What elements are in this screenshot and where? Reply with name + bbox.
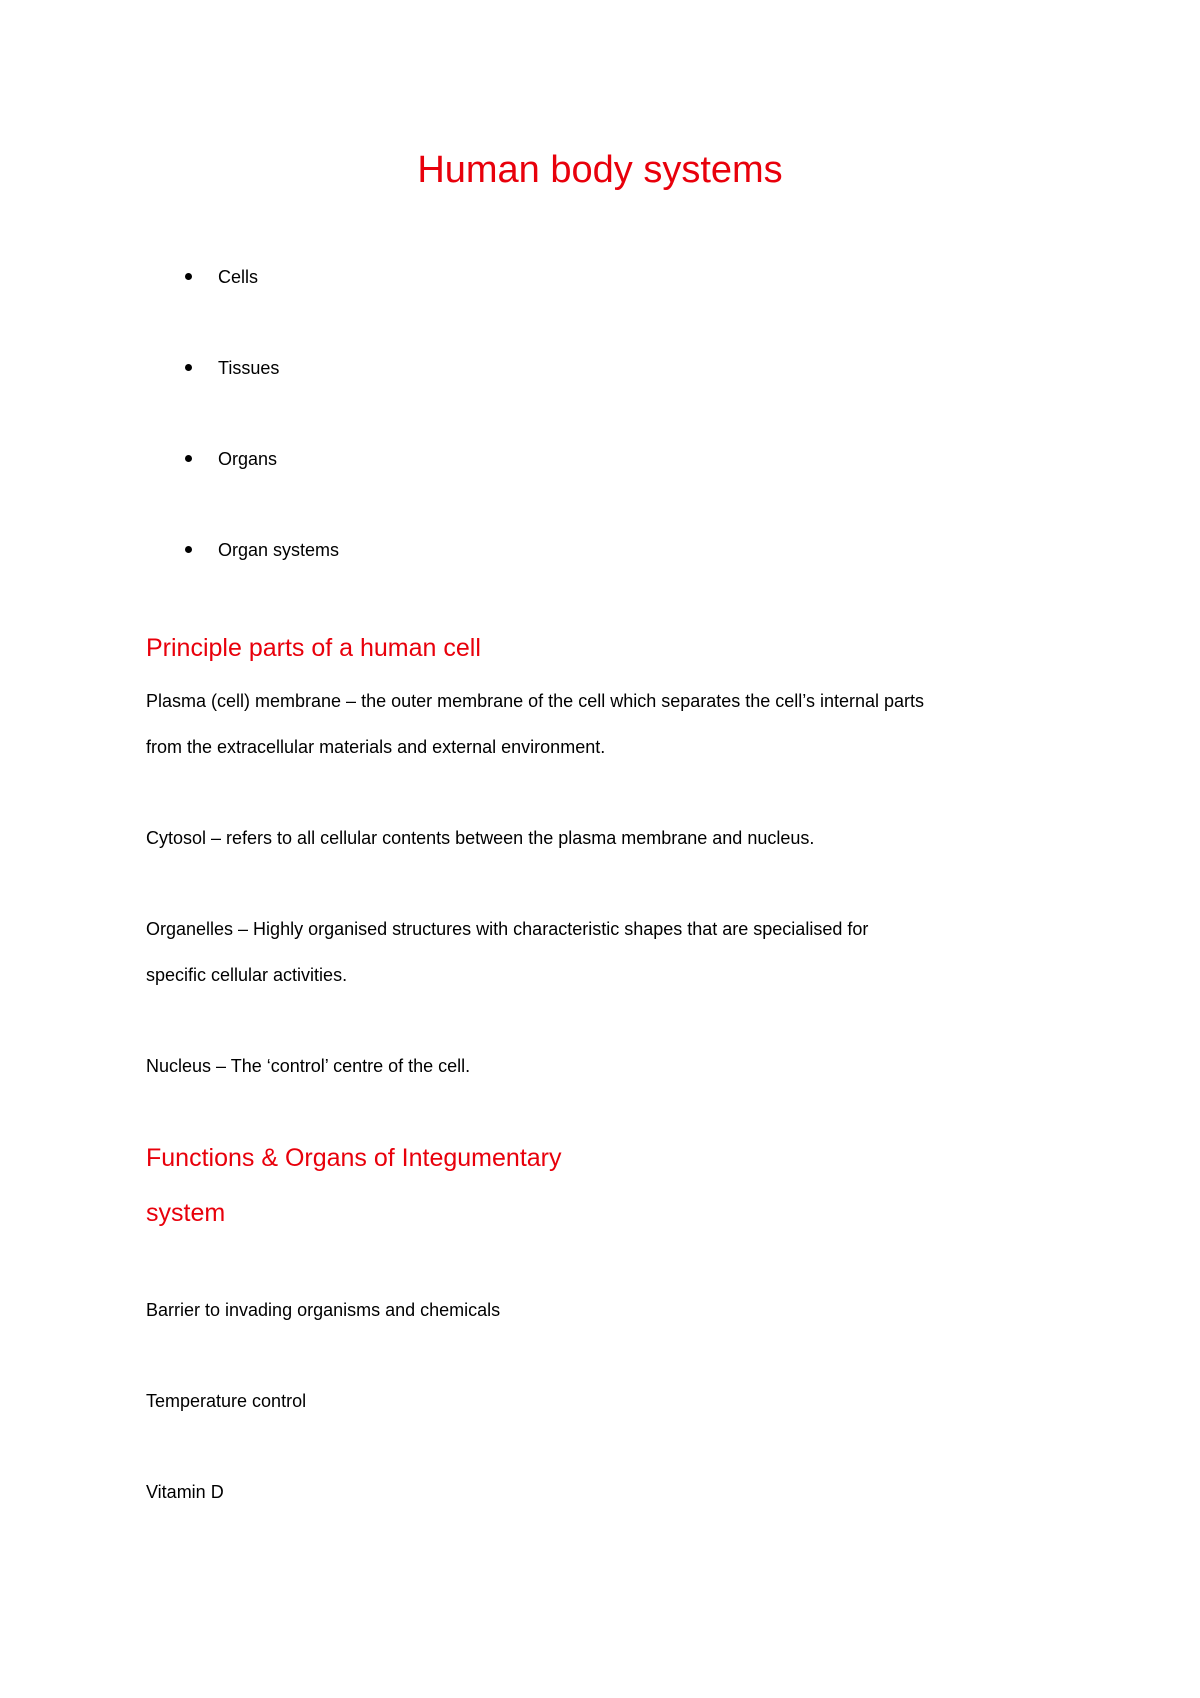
paragraph-line: Temperature control (146, 1391, 307, 1411)
bullet-dot-icon (185, 546, 192, 553)
paragraph-nucleus (146, 1043, 1046, 1089)
bullet-dot-icon (185, 273, 192, 280)
page-title: Human body systems (417, 149, 783, 191)
paragraph-line: Vitamin D (146, 1482, 224, 1502)
bullet-text: Organ systems (218, 540, 340, 560)
paragraph-line: Plasma (cell) membrane – the outer membrane of the cell which separates the cell’s internal parts (146, 691, 925, 711)
paragraph-line: Nucleus – The ‘control’ centre of the cell. (146, 1056, 471, 1076)
section-heading-integumentary-continued: system (146, 1199, 226, 1227)
paragraph-line: from the extracellular materials and external environment. (146, 737, 606, 757)
paragraph-temperature (146, 1378, 1046, 1424)
section-heading-integumentary: Functions & Organs of Integumentary (146, 1144, 562, 1172)
paragraph-cytosol (146, 815, 1046, 861)
paragraph-vitamin-d (146, 1469, 1046, 1515)
section-heading-cell-parts: Principle parts of a human cell (146, 634, 481, 662)
paragraph-plasma-membrane (146, 678, 1046, 770)
paragraph-line: specific cellular activities. (146, 965, 348, 985)
paragraph-line: Cytosol – refers to all cellular contents between the plasma membrane and nucleus. (146, 828, 815, 848)
bullet-dot-icon (185, 364, 192, 371)
paragraph-line: Barrier to invading organisms and chemicals (146, 1300, 501, 1320)
bullet-text: Organs (218, 449, 278, 469)
bullet-text: Tissues (218, 358, 280, 378)
paragraph-line: Organelles – Highly organised structures with characteristic shapes that are specialised for (146, 919, 869, 939)
bullet-dot-icon (185, 455, 192, 462)
bullet-text: Cells (218, 267, 259, 287)
paragraph-organelles (146, 906, 1046, 998)
paragraph-barrier (146, 1287, 1046, 1333)
